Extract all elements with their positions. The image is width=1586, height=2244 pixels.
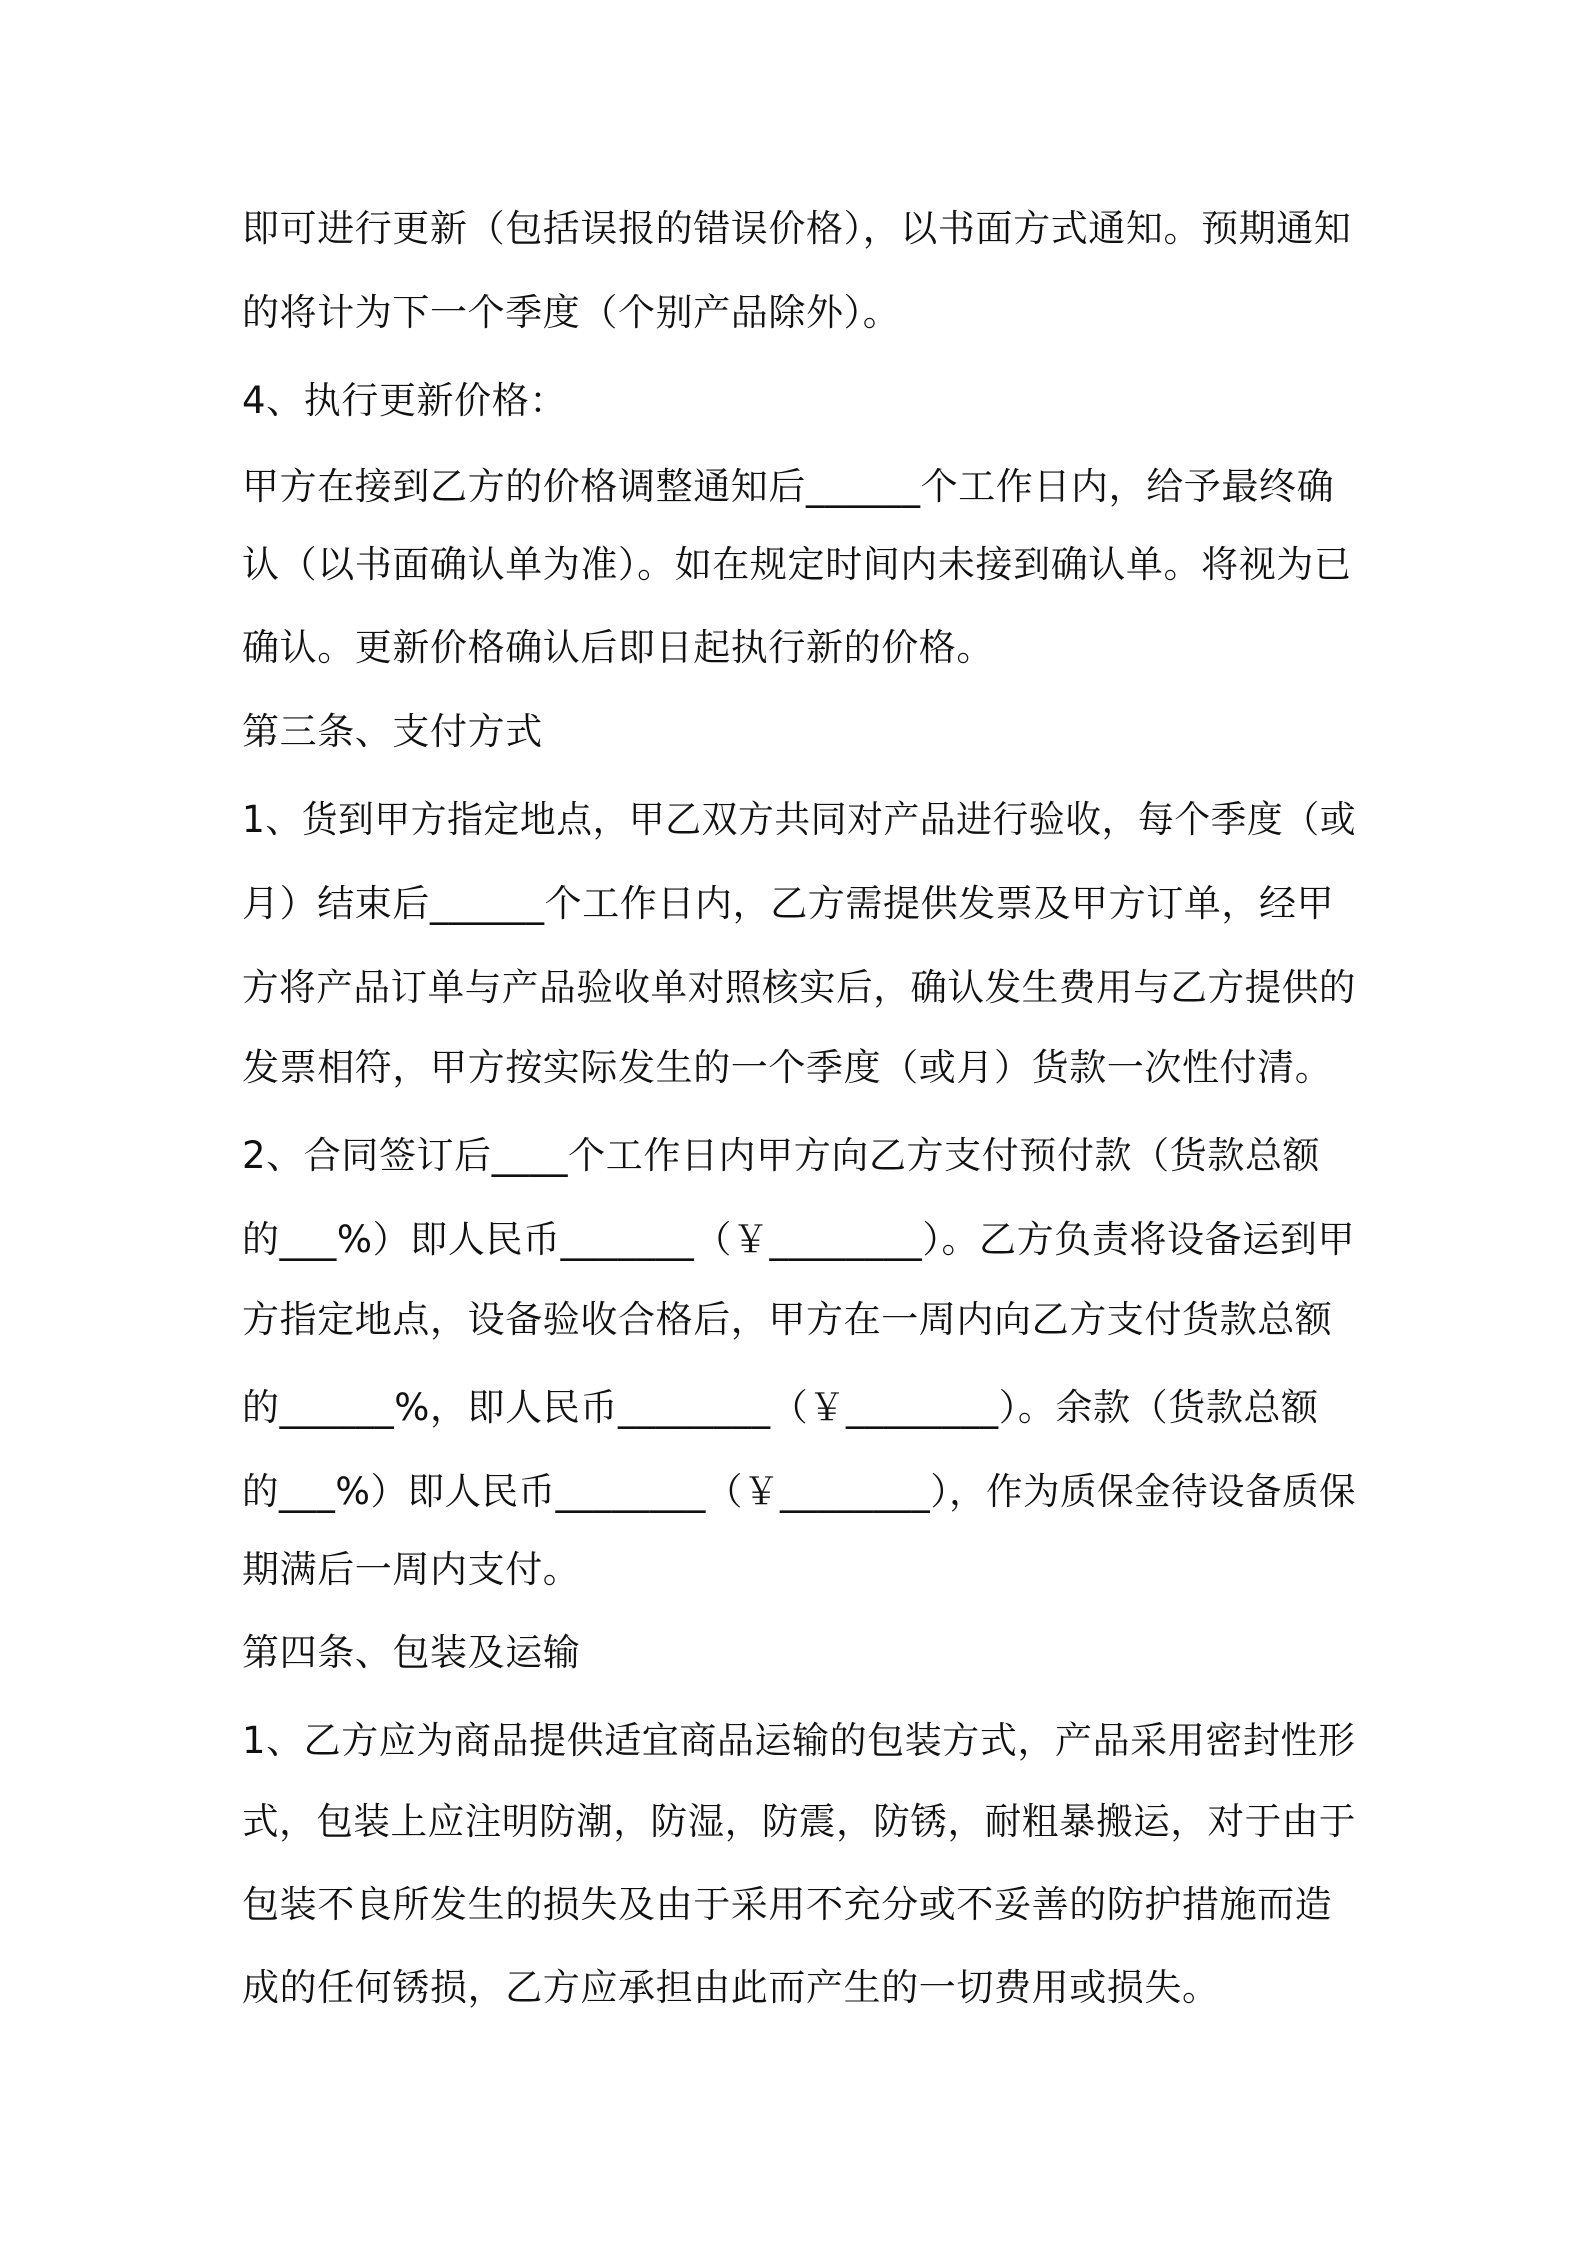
text-line: 确认。更新价格确认后即日起执行新的价格。 — [242, 626, 994, 669]
text-line: 式，包装上应注明防潮，防湿，防震，防锈，耐粗暴搬运，对于由于 — [242, 1800, 1357, 1843]
text-line: 即可进行更新（包括误报的错误价格），以书面方式通知。预期通知 — [242, 207, 1352, 250]
text-line: 的___%）即人民币_______（￥________）。乙方负责将设备运到甲 — [242, 1218, 1356, 1261]
text-line: 月）结束后______个工作日内，乙方需提供发票及甲方订单，经甲 — [242, 882, 1335, 925]
text-line: 发票相符，甲方按实际发生的一个季度（或月）货款一次性付清。 — [242, 1046, 1333, 1089]
text-line: 甲方在接到乙方的价格调整通知后______个工作日内，给予最终确 — [242, 465, 1335, 508]
text-line: 的将计为下一个季度（个别产品除外）。 — [242, 291, 901, 334]
text-line: 的______%，即人民币________（￥________）。余款（货款总额 — [242, 1386, 1319, 1429]
article-heading: 第四条、包装及运输 — [242, 1631, 581, 1674]
text-line: 方指定地点，设备验收合格后，甲方在一周内向乙方支付货款总额 — [242, 1298, 1333, 1341]
text-line: 的___%）即人民币________（￥________），作为质保金待设备质保 — [242, 1470, 1357, 1513]
text-line: 包装不良所发生的损失及由于采用不充分或不妥善的防护措施而造 — [242, 1883, 1333, 1926]
article-heading: 第三条、支付方式 — [242, 710, 543, 753]
section-heading: 4、执行更新价格： — [242, 379, 567, 422]
text-line: 1、乙方应为商品提供适宜商品运输的包装方式，产品采用密封性形 — [242, 1719, 1356, 1762]
text-line: 成的任何锈损，乙方应承担由此而产生的一切费用或损失。 — [242, 1966, 1220, 2009]
text-line: 期满后一周内支付。 — [242, 1548, 581, 1591]
text-line: 2、合同签订后____个工作日内甲方向乙方支付预付款（货款总额 — [242, 1134, 1321, 1177]
text-line: 1、货到甲方指定地点，甲乙双方共同对产品进行验收，每个季度（或 — [242, 798, 1357, 841]
text-line: 认（以书面确认单为准）。如在规定时间内未接到确认单。将视为已 — [242, 543, 1352, 586]
text-line: 方将产品订单与产品验收单对照核实后，确认发生费用与乙方提供的 — [242, 966, 1357, 1009]
